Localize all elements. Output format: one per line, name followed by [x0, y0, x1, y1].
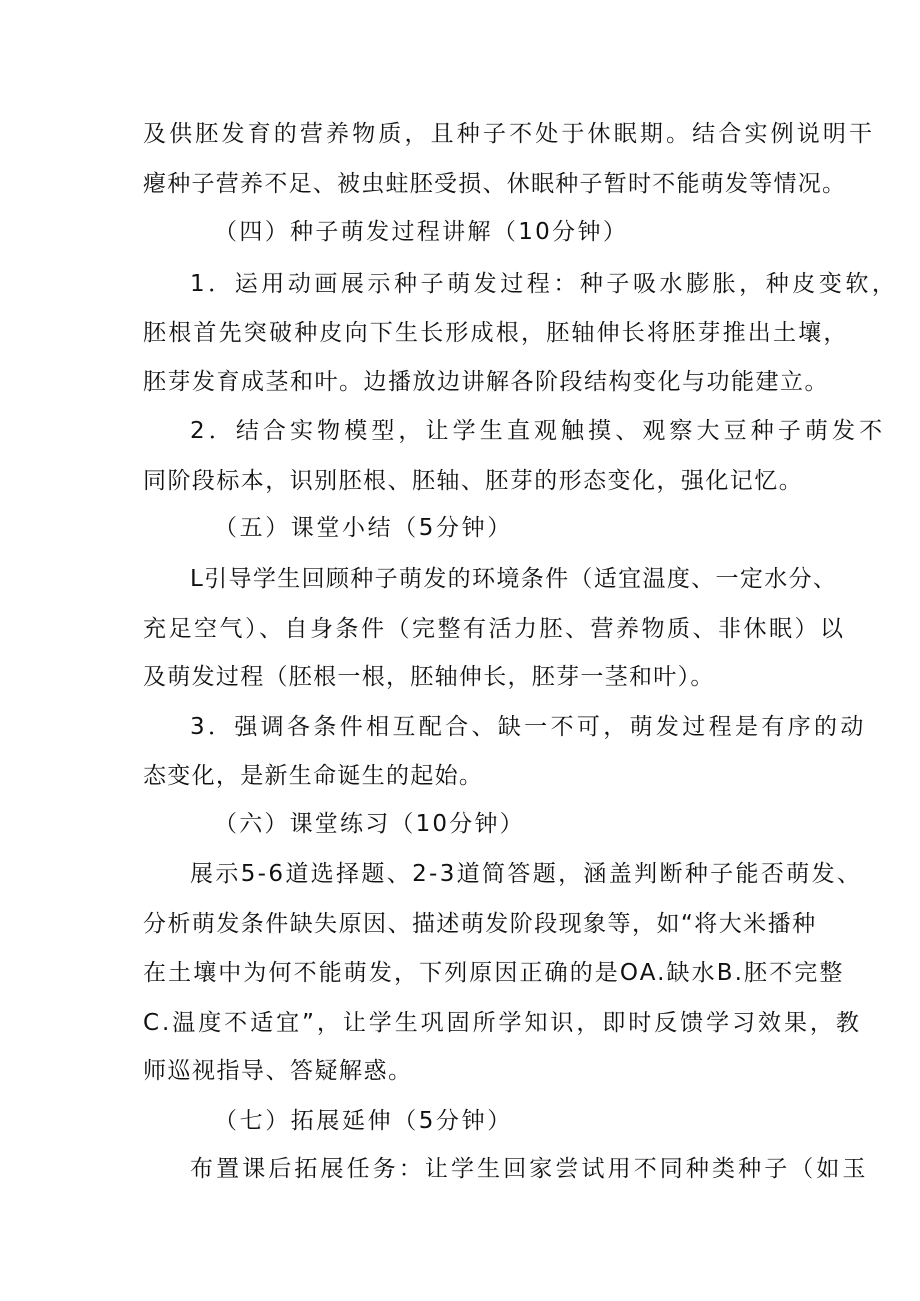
body-text-line: 师巡视指导、答疑解惑。 [143, 1058, 413, 1084]
body-text-line: 在土壤中为何不能萌发，下列原因正确的是OA.缺水B.胚不完整 [143, 960, 845, 986]
section-heading-7: （七）拓展延伸（5分钟） [214, 1108, 513, 1134]
body-text-line: 态变化，是新生命诞生的起始。 [143, 763, 484, 789]
list-item-1: 1．运用动画展示种子萌发过程：种子吸水膨胀，种皮变软， [190, 271, 899, 297]
body-text-line: 分析萌发条件缺失原因、描述萌发阶段现象等，如“将大米播种 [143, 911, 817, 937]
list-item-2: 2．结合实物模型，让学生直观触摸、观察大豆种子萌发不 [190, 418, 887, 444]
list-item-3: 3．强调各条件相互配合、缺一不可，萌发过程是有序的动 [190, 714, 867, 740]
section-heading-5: （五）课堂小结（5分钟） [214, 515, 513, 541]
body-text-line: C.温度不适宜”，让学生巩固所学知识，即时反馈学习效果，教 [143, 1010, 862, 1036]
body-text-line: 胚根首先突破种皮向下生长形成根，胚轴伸长将胚芽推出土壤， [143, 320, 849, 346]
body-text-line: 及萌发过程（胚根一根，胚轴伸长，胚芽一茎和叶）。 [143, 664, 715, 690]
section-heading-4: （四）种子萌发过程讲解（10分钟） [214, 219, 629, 245]
body-text-line: 充足空气）、自身条件（完整有活力胚、营养物质、非休眠）以 [143, 616, 846, 642]
paragraph-start: 展示5-6道选择题、2-3道简答题，涵盖判断种子能否萌发、 [190, 861, 863, 887]
list-item-l: L引导学生回顾种子萌发的环境条件（适宜温度、一定水分、 [190, 566, 838, 592]
paragraph-start: 布置课后拓展任务：让学生回家尝试用不同种类种子（如玉 [190, 1156, 869, 1182]
body-text-line: 及供胚发育的营养物质，且种子不处于休眠期。结合实例说明干 [143, 121, 876, 147]
body-text-line: 胚芽发育成茎和叶。边播放边讲解各阶段结构变化与功能建立。 [143, 369, 829, 395]
body-text-line: 瘪种子营养不足、被虫蛀胚受损、休眠种子暂时不能萌发等情况。 [143, 171, 847, 197]
section-heading-6: （六）课堂练习（10分钟） [214, 811, 525, 837]
body-text-line: 同阶段标本，识别胚根、胚轴、胚芽的形态变化，强化记忆。 [143, 468, 804, 494]
